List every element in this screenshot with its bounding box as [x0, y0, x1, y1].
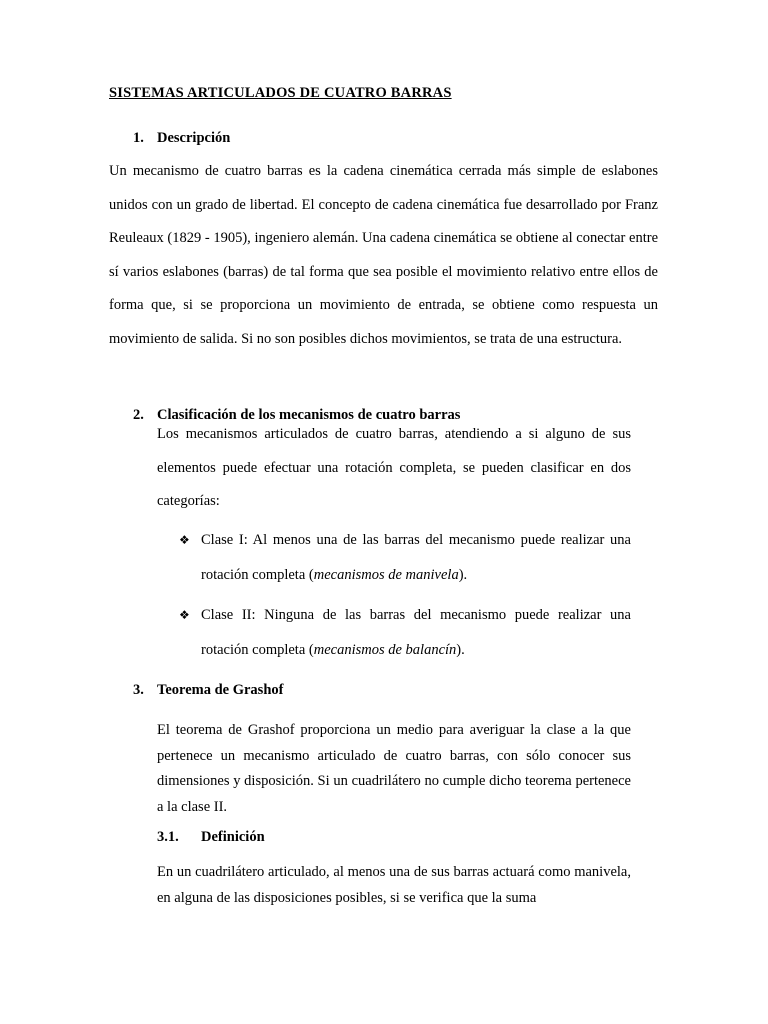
- diamond-bullet-icon: ❖: [179, 608, 190, 622]
- bullet-text: [179, 523, 631, 593]
- section-2-title: Clasificación de los mecanismos de cuatro barras: [157, 407, 461, 423]
- section-1-heading: [133, 130, 230, 147]
- bullet-lead: Clase II: Ninguna de las barras del mecanismo puede realizar una rotación completa (: [201, 607, 631, 658]
- section-3-1-paragraph: En un cuadrilátero articulado, al menos una de sus barras actuará como manivela, en alguna de las disposiciones posibles, si se verifica que la suma: [157, 864, 631, 906]
- bullet-item-class-2: [179, 598, 631, 668]
- bullet-tail: ).: [456, 642, 465, 658]
- bullet-italic: mecanismos de balancín: [313, 642, 457, 658]
- section-3-1-title: Definición: [201, 829, 265, 845]
- section-3-1-heading: [157, 829, 265, 846]
- bullet-text: [179, 598, 631, 668]
- section-2-paragraph: Los mecanismos articulados de cuatro barras, atendiendo a si alguno de sus elementos puede efectuar una rotación completa, se pueden clasificar en dos categorías:: [157, 426, 631, 509]
- section-1-title: Descripción: [157, 130, 231, 146]
- section-1-number: 1.: [133, 130, 144, 146]
- bullet-italic: mecanismos de manivela: [313, 567, 459, 583]
- bullet-tail: ).: [458, 567, 468, 583]
- section-1-paragraph: Un mecanismo de cuatro barras es la cadena cinemática cerrada más simple de eslabones unidos con un grado de libertad. El concepto de cadena cinemática fue desarrollado por Franz Reuleaux (1829 - 1905), ingeniero alemán. Una cadena cinemática se obtiene al conectar entre sí varios eslabones (barras) de tal forma que sea posible el movimiento relativo entre ellos de forma que, si se proporciona un movimiento de entrada, se obtiene como respuesta un movimiento de salida. Si no son posibles dichos movimientos, se trata de una estructura.: [109, 163, 658, 347]
- section-3-heading: [133, 682, 283, 699]
- section-2-number: 2.: [133, 407, 144, 423]
- section-3-paragraph: El teorema de Grashof proporciona un medio para averiguar la clase a la que pertenece un mecanismo articulado de cuatro barras, con sólo conocer sus dimensiones y disposición. Si un cuadrilátero no cumple dicho teorema pertenece a la clase II.: [157, 722, 631, 815]
- section-3-title: Teorema de Grashof: [157, 682, 284, 698]
- bullet-item-class-1: [179, 523, 631, 593]
- section-3-number: 3.: [133, 682, 144, 698]
- bullet-lead: Clase I: Al menos una de las barras del mecanismo puede realizar una rotación completa (: [201, 532, 631, 583]
- section-3-1-number: 3.1.: [157, 829, 179, 845]
- diamond-bullet-icon: ❖: [179, 533, 190, 547]
- document-title: SISTEMAS ARTICULADOS DE CUATRO BARRAS: [109, 85, 452, 101]
